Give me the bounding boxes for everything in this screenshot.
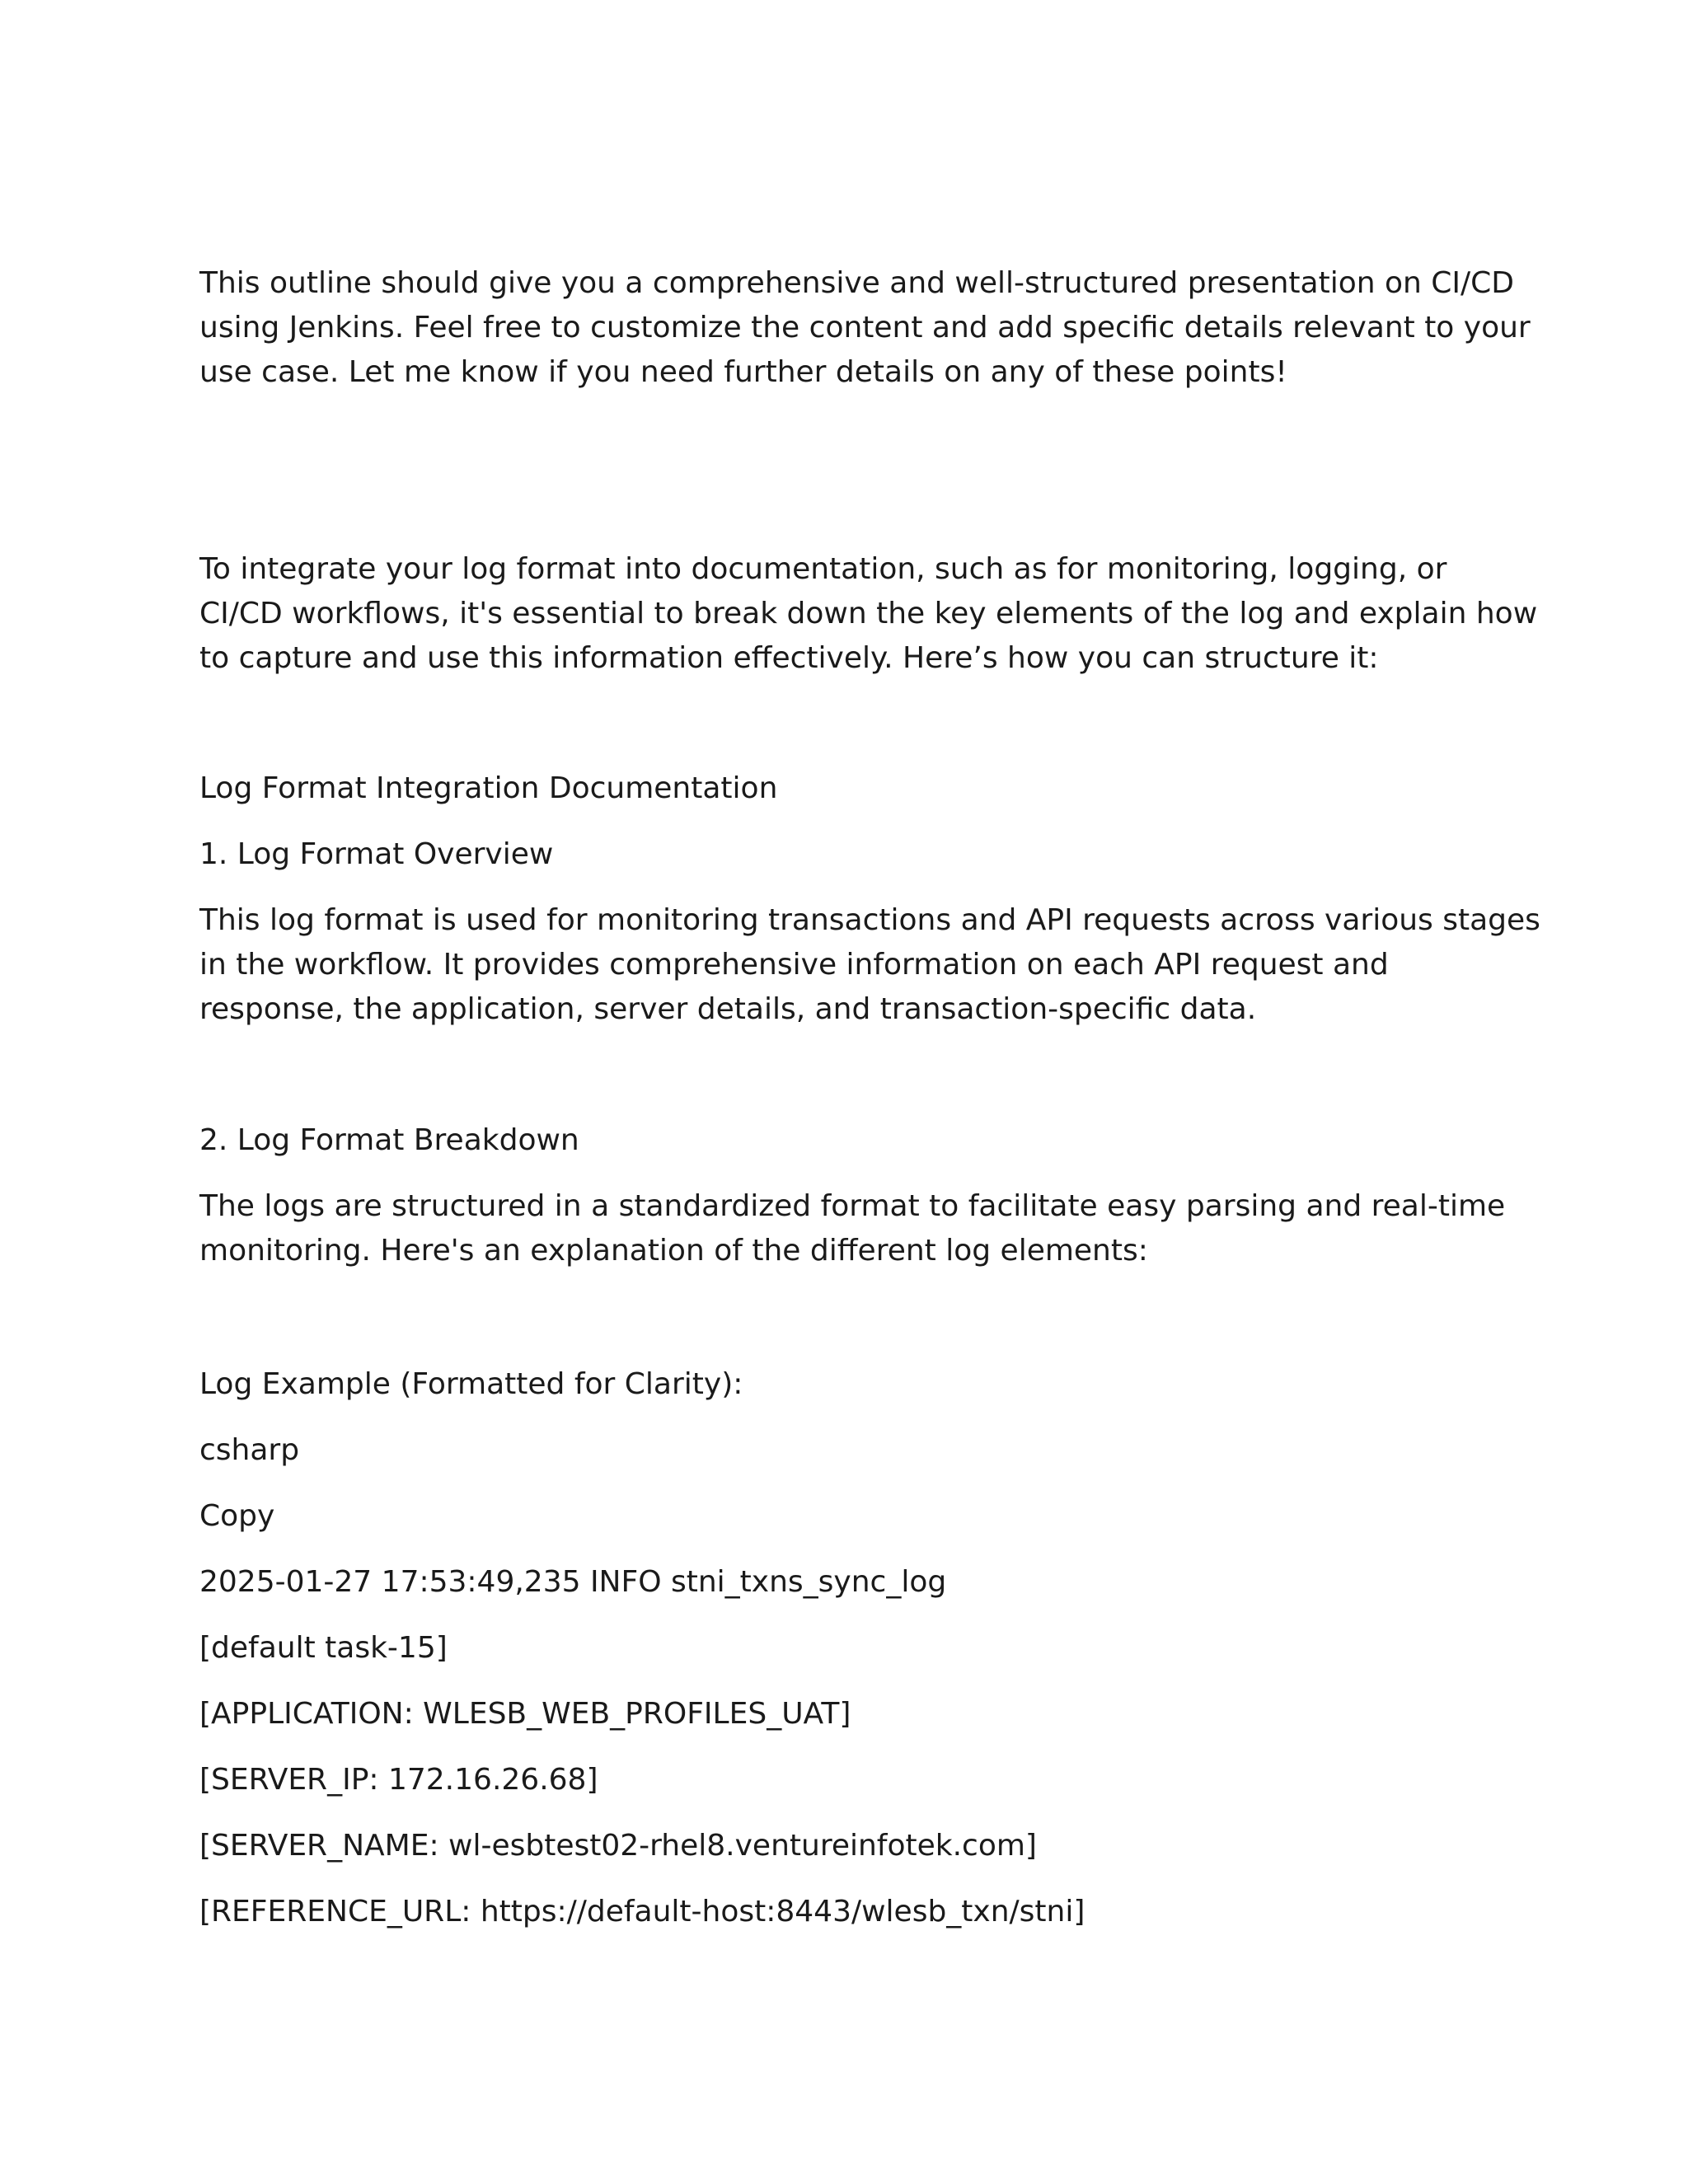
section-1-heading: 1. Log Format Overview: [199, 837, 554, 871]
section-2-body: The logs are structured in a standardized format to facilitate easy parsing and real-time monitoring. Here's an explanation of the different log elements:: [199, 1189, 1506, 1268]
section-1-body: This log format is used for monitoring transactions and API requests across various stages in the workflow. It provides comprehensive information on each API request and response, the application, server details, and transaction-specific data.: [199, 903, 1540, 1026]
log-example-heading: Log Example (Formatted for Clarity):: [199, 1367, 743, 1401]
log-line: [default task-15]: [199, 1631, 448, 1665]
log-line: [SERVER_NAME: wl-esbtest02-rhel8.ventureinfotek.com]: [199, 1829, 1037, 1863]
log-line: [SERVER_IP: 172.16.26.68]: [199, 1763, 598, 1797]
intro-paragraph: This outline should give you a comprehensive and well-structured presentation on CI/CD using Jenkins. Feel free to customize the content and add specific details relevant to your use case. Let me know if you need further details on any of these points!: [199, 266, 1531, 389]
integration-paragraph: To integrate your log format into documentation, such as for monitoring, logging, or CI/CD workflows, it's essential to break down the key elements of the log and explain how to capture and use this information effectively. Here’s how you can structure it:: [199, 552, 1538, 675]
code-language-label: csharp: [199, 1433, 300, 1467]
copy-button[interactable]: Copy: [199, 1499, 275, 1533]
log-line: [REFERENCE_URL: https://default-host:8443/wlesb_txn/stni]: [199, 1895, 1085, 1929]
log-line: 2025-01-27 17:53:49,235 INFO stni_txns_sync_log: [199, 1565, 947, 1599]
section-2-heading: 2. Log Format Breakdown: [199, 1123, 579, 1157]
document-title: Log Format Integration Documentation: [199, 771, 778, 805]
log-line: [APPLICATION: WLESB_WEB_PROFILES_UAT]: [199, 1697, 851, 1731]
